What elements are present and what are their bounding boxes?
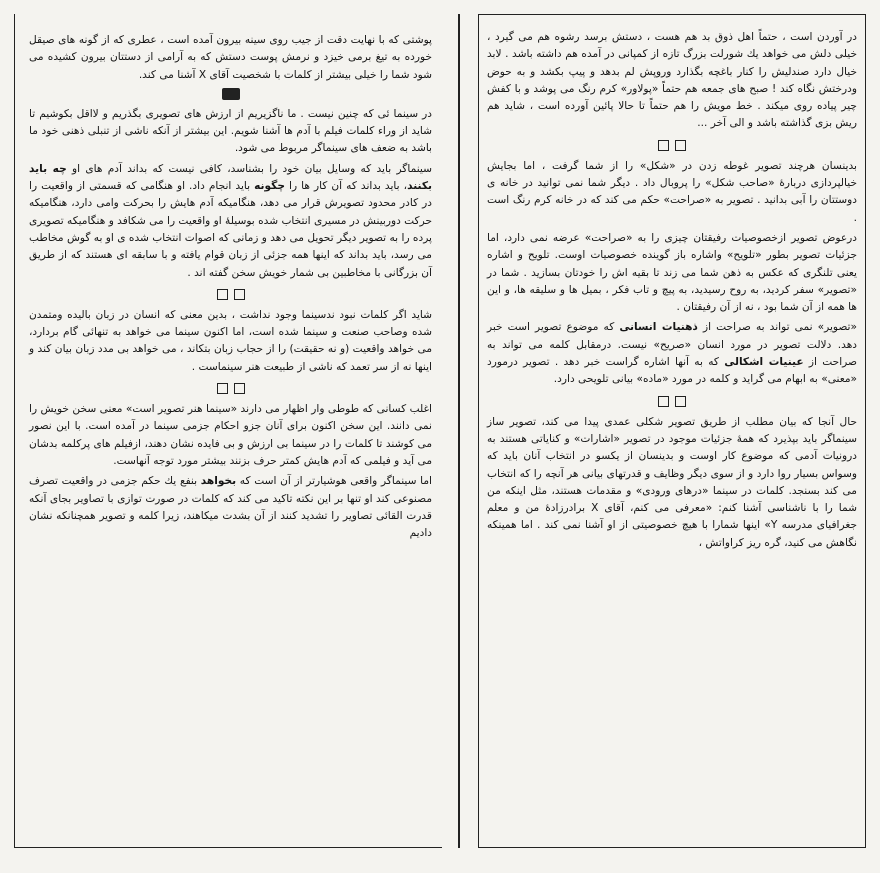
left-paragraph-2: در سینما ئی که چنین نیست . ما ناگزیریم از ارزش‌ های تصویری بگذریم و لااقل بکوشیم تا شاید از وراء کلمات فیلم با آدم‌ ها آشنا شویم. این بیشتر از آنکه ناشی از تنبلی ذهنی خود ما باشد به ضعف‌ های سینماگر مربوط می‌ شود. xyxy=(29,107,432,155)
emphasis-text: بخواهد xyxy=(200,475,237,488)
square-ornament-icon xyxy=(658,140,669,151)
section-separator xyxy=(29,383,432,394)
ornament-icon xyxy=(29,88,432,100)
right-paragraph-4: «تصویر» نمی‌ تواند به صراحت از ذهنیات انسانی که موضوع تصویر است خبر دهد. دلالت تصویر در مورد انسان «صریح» نیست. درمقابل کلمه می‌ تواند به صراحت از عینیات اشکالی که به آنها اشاره گراست خبر دهد . تصویر درمورد «معنی» به ابهام می‌ گراید و کلمه در مورد «ماده» بیانی تلویحی دارد. xyxy=(487,321,857,386)
section-separator xyxy=(487,396,857,407)
emphasis-text: ذهنیات انسانی xyxy=(619,321,698,334)
square-ornament-icon xyxy=(675,396,686,407)
left-paragraph-1: پوشتی که با نهایت دقت از جیب روی سینه بیرون آمده است ، عطری که از گونه‌ های صیقل‌ خورده به تیغ برمی‌ خیزد و نرمش پوست دستش که به آرامی از دستتان بیرون کشیده می‌ شود شما را خیلی بیشتر از کلمات با شخصیت آقای X آشنا می‌ کند. xyxy=(29,34,432,81)
section-separator xyxy=(29,289,432,300)
column-divider xyxy=(458,14,460,848)
emphasis-text: عینیات اشکالی xyxy=(724,356,804,369)
left-paragraph-5: اغلب کسانی که طوطی‌ وار اظهار می‌ دارند «سینما هنر تصویر است» معنی سخن خویش را نمی‌ دانند. این سخن اکنون برای آنان جزو احکام جزمی سینما در آمده است. با این نصور می‌ کوشند تا کلمات را در سینما بی‌ ارزش و بی‌ فایده نشان دهند، ازفیلم‌ های پرکلمه بدشان می‌ آید و فیلمی که آدم‌ هایش کمتر حرف بزنند بیشتر مورد توجه آنهاست. xyxy=(29,403,432,467)
right-paragraph-2: بدینسان هرچند تصویر غوطه زدن در «شکل» را از شما گرفت ، اما بجایش خیالپردازی دربارهٔ «صاحب شکل» را پروبال داد . دیگر شما نمی‌ توانید در خانه‌ ی دوستتان را آبی بدانید . تصویر به «صراحت» حکم می‌ کند که در خانه کرم رنگ است . xyxy=(487,159,857,224)
left-paragraph-6: اما سینماگر واقعی هوشیارتر از آن است که بخواهد بنفع یك حکم جزمی در واقعیت تصرف مصنوعی کند او تنها بر این نکته تاکید می‌ کند که کلمات در صورت توازی با تصاویر بجای آنکه قدرت القائی تصاویر را تشدید کنند از آن بشدت میکاهند، زیرا کلمه و تصویر همچنانکه نشان دادیم xyxy=(29,475,432,540)
section-separator xyxy=(487,140,857,151)
emphasis-text: چگونه xyxy=(254,180,285,193)
right-paragraph-3: درعوض تصویر ازخصوصیات رفیقتان چیزی را به «صراحت» عرضه نمی‌ دارد، اما جزئیات تصویر بطور «تلویح» واشاره باز گوینده خصوصیات اوست. تلویح و اشاره یعنی تلنگری که عکس به ذهن شما می‌ زند تا بقیه‌ اش را خودتان بسازید . شما در «تصویر» سفر کردید، به‌ روح رسیدید، به‌ پیچ و تاب فکر ، بمیل‌ ها و سلیقه‌ ها، و این‌ ها همه از آن شما بود ، نه از آن رفیقتان . xyxy=(487,231,857,314)
emphasis-text: چه باید بکنند xyxy=(29,162,432,193)
right-column xyxy=(478,14,866,848)
square-ornament-icon xyxy=(217,289,228,300)
square-ornament-icon xyxy=(658,396,669,407)
left-paragraph-3: سینماگر باید که وسایل بیان خود را بشناسد، کافی نیست که بداند آدم‌ های او چه باید بکنند، باید بداند که آن کار‌ ها را چگونه باید انجام داد. او هنگامی که قسمتی از واقعیت را در کادر محدود تصویرش قرار می‌ دهد، هنگامیکه آدم‌ هایش را بحرکت وامی‌ دارد، هنگامیکه حرکت دوربینش در مسیری انتخاب شده بوسیلهٔ او واقعیت را می‌ شکافد و هنگامیکه تصویری پرده را به تصویر دیگر تحویل می‌ دهد و زمانی که اصوات انتخاب شده‌ ی او به گوش مخاطب می‌ رسد، باید بداند که اینها همه جزئی از زبان قوام‌ یافته و با سابقه‌ ای هستند که از طریق آن بزرگانی با مخاطبین بی‌ شمار خویش سخن گفته‌ اند . xyxy=(29,162,432,279)
right-paragraph-1: در آوردن است ، حتماً اهل ذوق بد هم هست ، دستش برسد رشوه‌ هم می‌ گیرد ، خیلی دلش می‌ خواهد یك شورلت بزرگ تازه از کمپانی در آمده هم داشته باشد . لابد خیال دارد صندلیش را کنار باغچه بگذارد وروپش لم بدهد و پیپ بکشد و به حوض ودرختش نگاه کند ! صبح‌ های جمعه هم حتماً «پولاور» کرم رنگ می‌ پوشد و با کفش چیر پیاده‌ روی میکند . خط مویش را هم حتماً تا حالا پائین آورده است ، شاید هم ریش بزی گذاشته باشد و الی آخر ... xyxy=(487,31,857,130)
left-column xyxy=(14,14,442,848)
square-ornament-icon xyxy=(234,383,245,394)
left-paragraph-4: شاید اگر کلمات نبود ندسینما وجود نداشت ، بدین معنی که انسان در زبان بالیده ومتمدن شده وصاحب صنعت و سینما شده است، اما اکنون سینما می‌ خواهد به تنهائی گام بردارد، می‌ خواهد واقعیت (و نه حقیقت) را از حجاب زبان بتکاند ، می‌ خواهد بی‌ مدد زبان بیان کند و اینها نه از سر تعمد که ناشی از طبیعت هنر سینماست . xyxy=(29,308,432,373)
square-ornament-icon xyxy=(217,383,228,394)
square-ornament-icon xyxy=(234,289,245,300)
right-paragraph-5: حال آنجا که بیان مطلب از طریق تصویر شکلی عمدی پیدا می‌ کند، تصویر ساز سینماگر باید بپذیرد که همهٔ جزئیات موجود در تصویر «اشارات» و کنایاتی هستند به درونیات آدمی که موضوع کار اوست و بدینسان از یکسو در انتخاب آنان باید که وسواس بسیار روا دارد و از سوی دیگر وظایف و قدرتهای بیانی هر آنچه را که انتخاب می‌ کند بسنجد. کلمات در سینما «درهای ورودی» و مقدمات هستند، مثل اینکه من شما را با ناشناسی آشنا کنم: «معرفی می‌ کنم، آقای X برادرزادهٔ من و معلم جغرافیای مدرسه Y» اینها شمارا با هیچ خصوصیتی از او آشنا نمی‌ کند . اما همینکه نگاهش می‌ کنید، گره‌ ریز کراواتش ، xyxy=(487,415,858,549)
square-ornament-icon xyxy=(675,140,686,151)
